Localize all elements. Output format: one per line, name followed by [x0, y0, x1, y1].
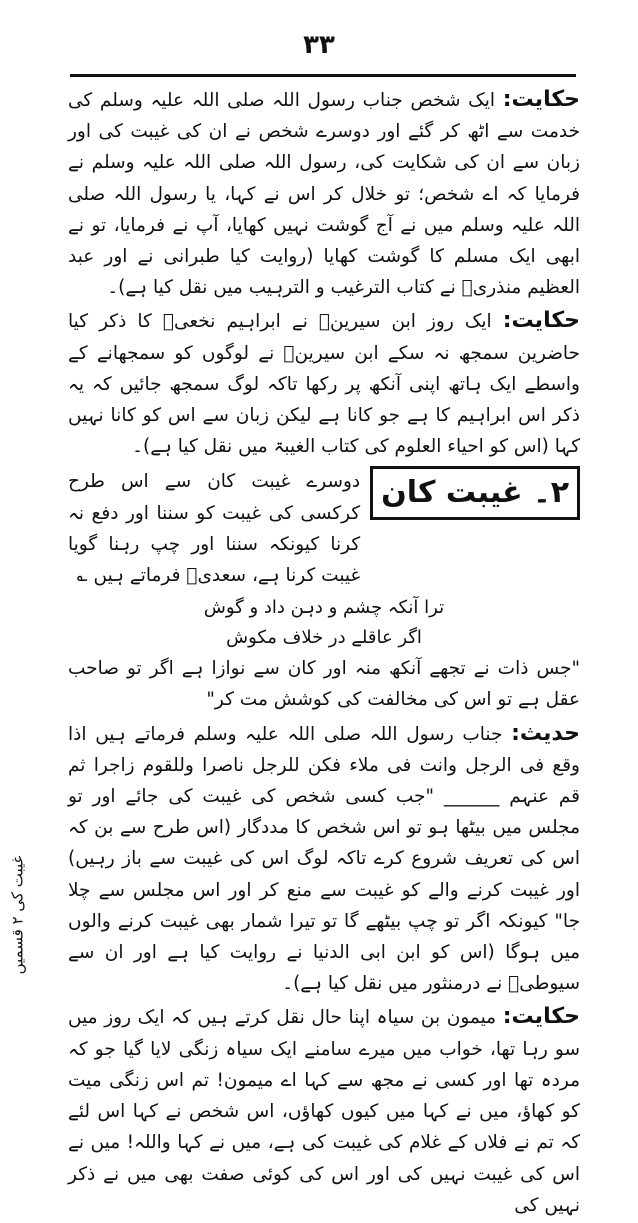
paragraph-text: میمون بن سیاہ اپنا حال نقل کرتے ہیں کہ ایک روز میں سو رہا تھا، خواب میں میرے سامنے ایک سیاہ زنگی لایا گیا جو کہ مردہ تھا اور کسی نے مجھ سے کہا اے میمون! تم اس زنگی میت کو کھاؤ، میں نے کہا میں کیوں کھاؤں، اس شخص نے کہا اس لئے کہ تم نے فلاں کے غلام کی غیبت کی ہے، میں نے کہا واللہ! میں نے اس کی غیبت نہیں کی اور اس کی کوئی صفت بھی میں نے ذکر نہیں کی — [68, 1007, 580, 1216]
couplet-first-hemistich: ترا آنکہ چشم و دہن داد و گوش — [203, 597, 445, 619]
section-ghibat-kaan — [68, 466, 580, 591]
page-number: ۳۳ — [303, 30, 335, 60]
paragraph-label: حکایت: — [502, 1004, 580, 1030]
couplet-translation — [68, 653, 580, 715]
section-intro-text: دوسرے غیبت کان سے اس طرح کرکسی کی غیبت کو سننا اور دفع نہ کرنا کیونکہ سننا اور چپ رہنا گویا غیبت کرنا ہے، سعدیؒ فرماتے ہیں ؎ — [68, 471, 361, 587]
section-heading: ۲۔ غیبت کان — [370, 466, 580, 520]
persian-couplet — [68, 593, 580, 653]
paragraph-text: ایک روز ابن سیرینؒ نے ابراہیم نخعیؒ کا ذکر کیا حاضرین سمجھ نہ سکے ابن سیرینؒ نے لوگوں کو سمجھانے کے واسطے ایک ہاتھ اپنی آنکھ پر رکھا تاکہ لوگ سمجھ جائیں کہ یہ ذکر اس ابراہیم کا ہے جو کانا ہے لیکن زبان سے اس کو کانا نہیں کہا (اس کو احیاء العلوم کی کتاب الغیبۃ میں نقل کیا ہے)۔ — [68, 311, 580, 458]
header-rule — [70, 74, 576, 77]
paragraph-hadith — [68, 718, 580, 1000]
paragraph-hikayat-3 — [68, 1001, 580, 1220]
margin-note — [4, 812, 30, 1018]
margin-note-text: غیبت کی ۲ قسمیں — [8, 855, 26, 975]
paragraph-hikayat-2 — [68, 305, 580, 462]
paragraph-text: "جس ذات نے تجھے آنکھ منہ اور کان سے نوازا ہے اگر تو صاحب عقل ہے تو اس کی مخالفت کی کوشش مت کر" — [68, 658, 580, 711]
page-body — [68, 84, 580, 1223]
paragraph-text: ایک شخص جناب رسول اللہ صلی اللہ علیہ وسلم کی خدمت سے اٹھ کر گئے اور دوسرے شخص نے ان کی غیبت کی اور زبان سے ان کی شکایت کی، رسول اللہ صلی اللہ علیہ وسلم نے فرمایا کہ اے شخص؛ تو خلال کر اس نے کہا، یا رسول اللہ صلی اللہ علیہ وسلم میں نے آج گوشت نہیں کھایا، آپ نے فرمایا، تو نے ابھی ایک مسلم کا گوشت کھایا (روایت کیا طبرانی نے اور عبد العظیم منذریؒ نے کتاب الترغیب و الترہیب میں نقل کیا ہے)۔ — [68, 90, 580, 299]
paragraph-label: حکایت: — [502, 87, 580, 112]
couplet-second-hemistich: اگر عاقلے در خلاف مکوش — [226, 627, 422, 649]
paragraph-text: جناب رسول اللہ صلی اللہ علیہ وسلم فرماتے ہیں اذا وقع فی الرجل وانت فی ملاء فکن للرجل ناصرا وللقوم زاجرا ثم قم عنہم ______ "جب کسی شخص کی غیبت کی جائے اور تو مجلس میں بیٹھا ہو تو اس شخص کا مددگار (اس طرح سے بن کہ اس کی تعریف شروع کرے تاکہ لوگ اس کی غیبت سے باز رہیں) اور غیبت کرنے والے کو غیبت سے منع کر اور اس مجلس سے چلا جا" کیونکہ اگر تو چپ بیٹھے گا تو تیرا شمار بھی غیبت کرنے والوں میں ہوگا (اس کو ابن ابی الدنیا نے روایت کیا ہے اور ان سے سیوطیؒ نے درمنثور میں نقل کیا ہے)۔ — [68, 723, 580, 995]
paragraph-hikayat-1 — [68, 84, 580, 303]
paragraph-label: حدیث: — [511, 720, 580, 746]
paragraph-label: حکایت: — [502, 308, 580, 334]
